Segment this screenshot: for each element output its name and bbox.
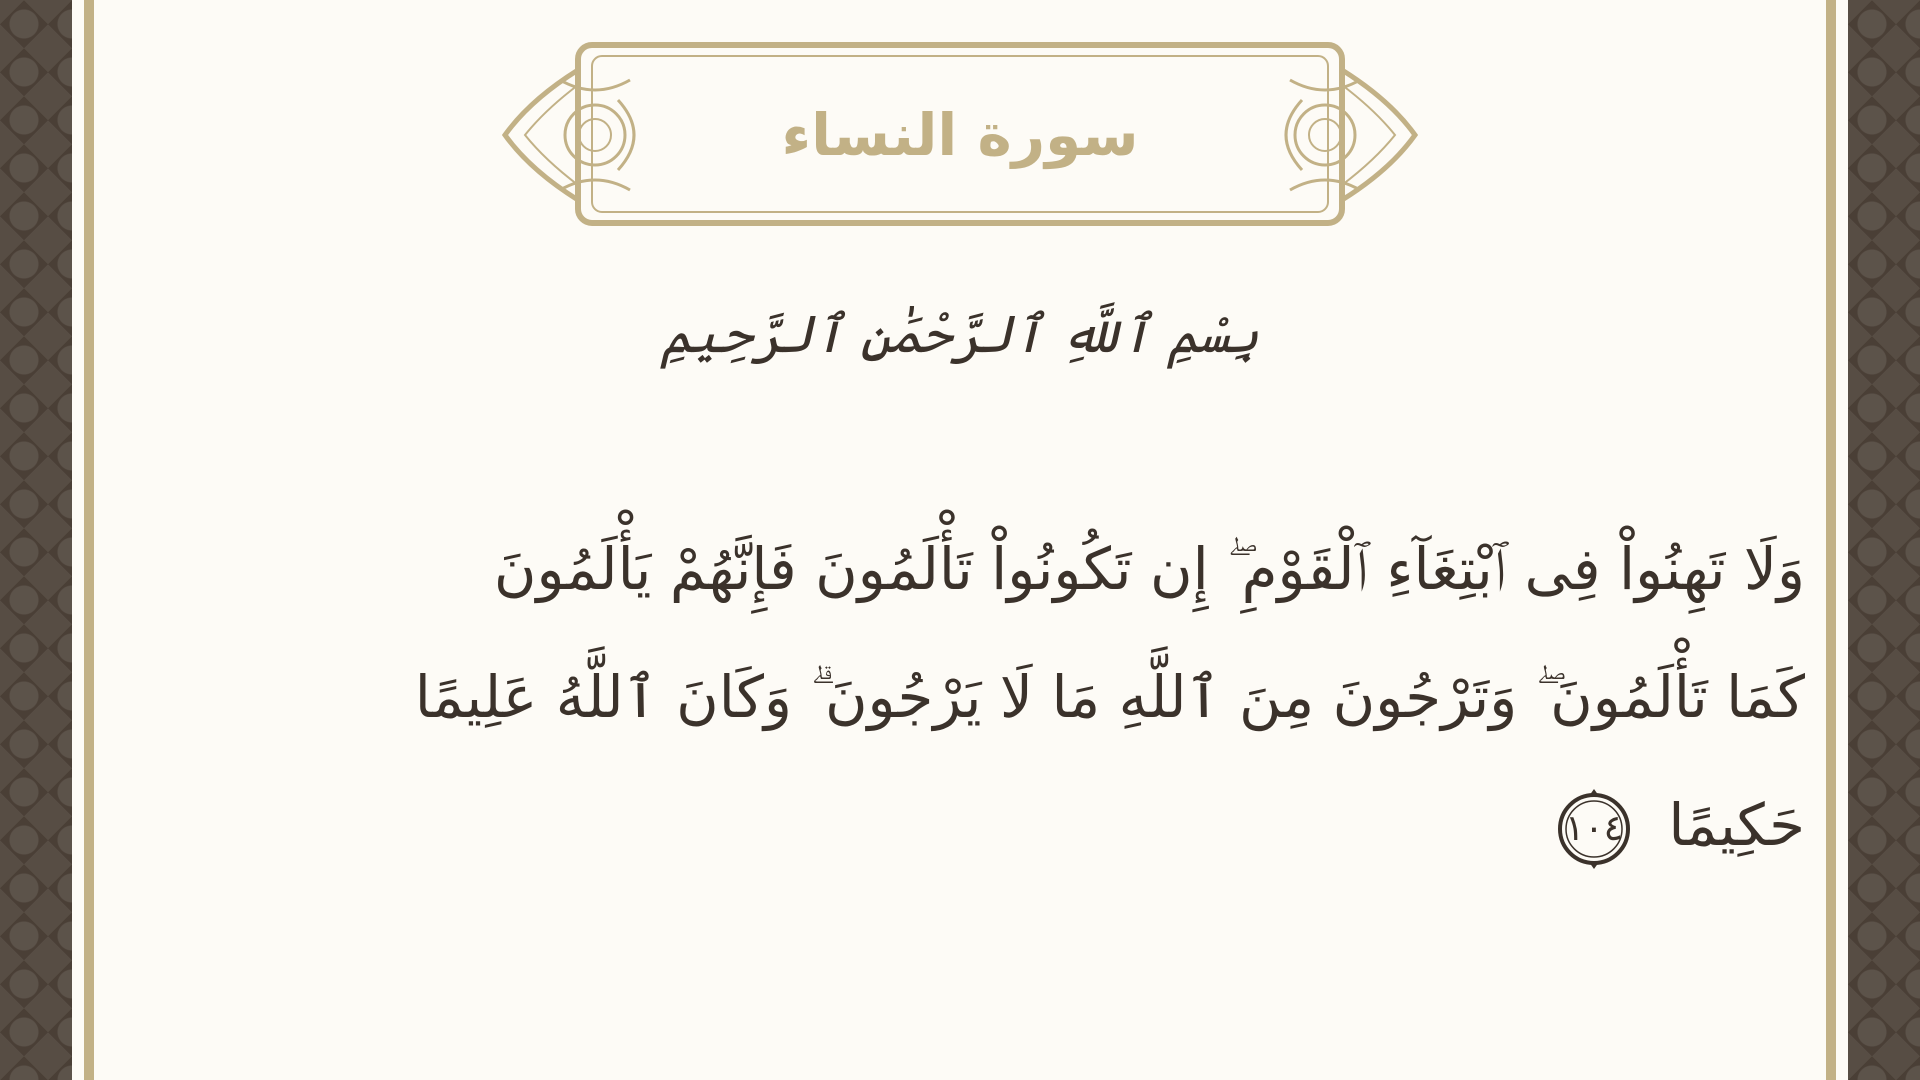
surah-title-banner	[500, 40, 1420, 230]
left-ornamental-border	[0, 0, 72, 1080]
surah-name: سورة النساء	[781, 101, 1139, 169]
right-gold-rule	[1826, 0, 1836, 1080]
verse-line-3	[290, 761, 1805, 889]
verse-text	[290, 505, 1805, 889]
ayah-number: ١٠٤	[1564, 807, 1623, 849]
right-ornamental-border	[1848, 0, 1920, 1080]
left-gold-rule	[84, 0, 94, 1080]
basmala-calligraphy: بِسْمِ ٱللَّهِ ٱلرَّحْمَٰنِ ٱلرَّحِيمِ	[660, 305, 1260, 365]
ayah-end-marker	[1552, 787, 1636, 871]
verse-line-2: كَمَا تَأْلَمُونَ ۖ وَتَرْجُونَ مِنَ ٱللَّهِ مَا لَا يَرْجُونَ ۗ وَكَانَ ٱللَّهُ عَلِيمًا	[414, 663, 1805, 731]
verse-line-1: وَلَا تَهِنُواْ فِى ٱبْتِغَآءِ ٱلْقَوْمِ ۖ إِن تَكُونُواْ تَأْلَمُونَ فَإِنَّهُمْ يَأْلَمُونَ	[493, 535, 1805, 603]
verse-line-3-text: حَكِيمًا	[1668, 791, 1805, 859]
